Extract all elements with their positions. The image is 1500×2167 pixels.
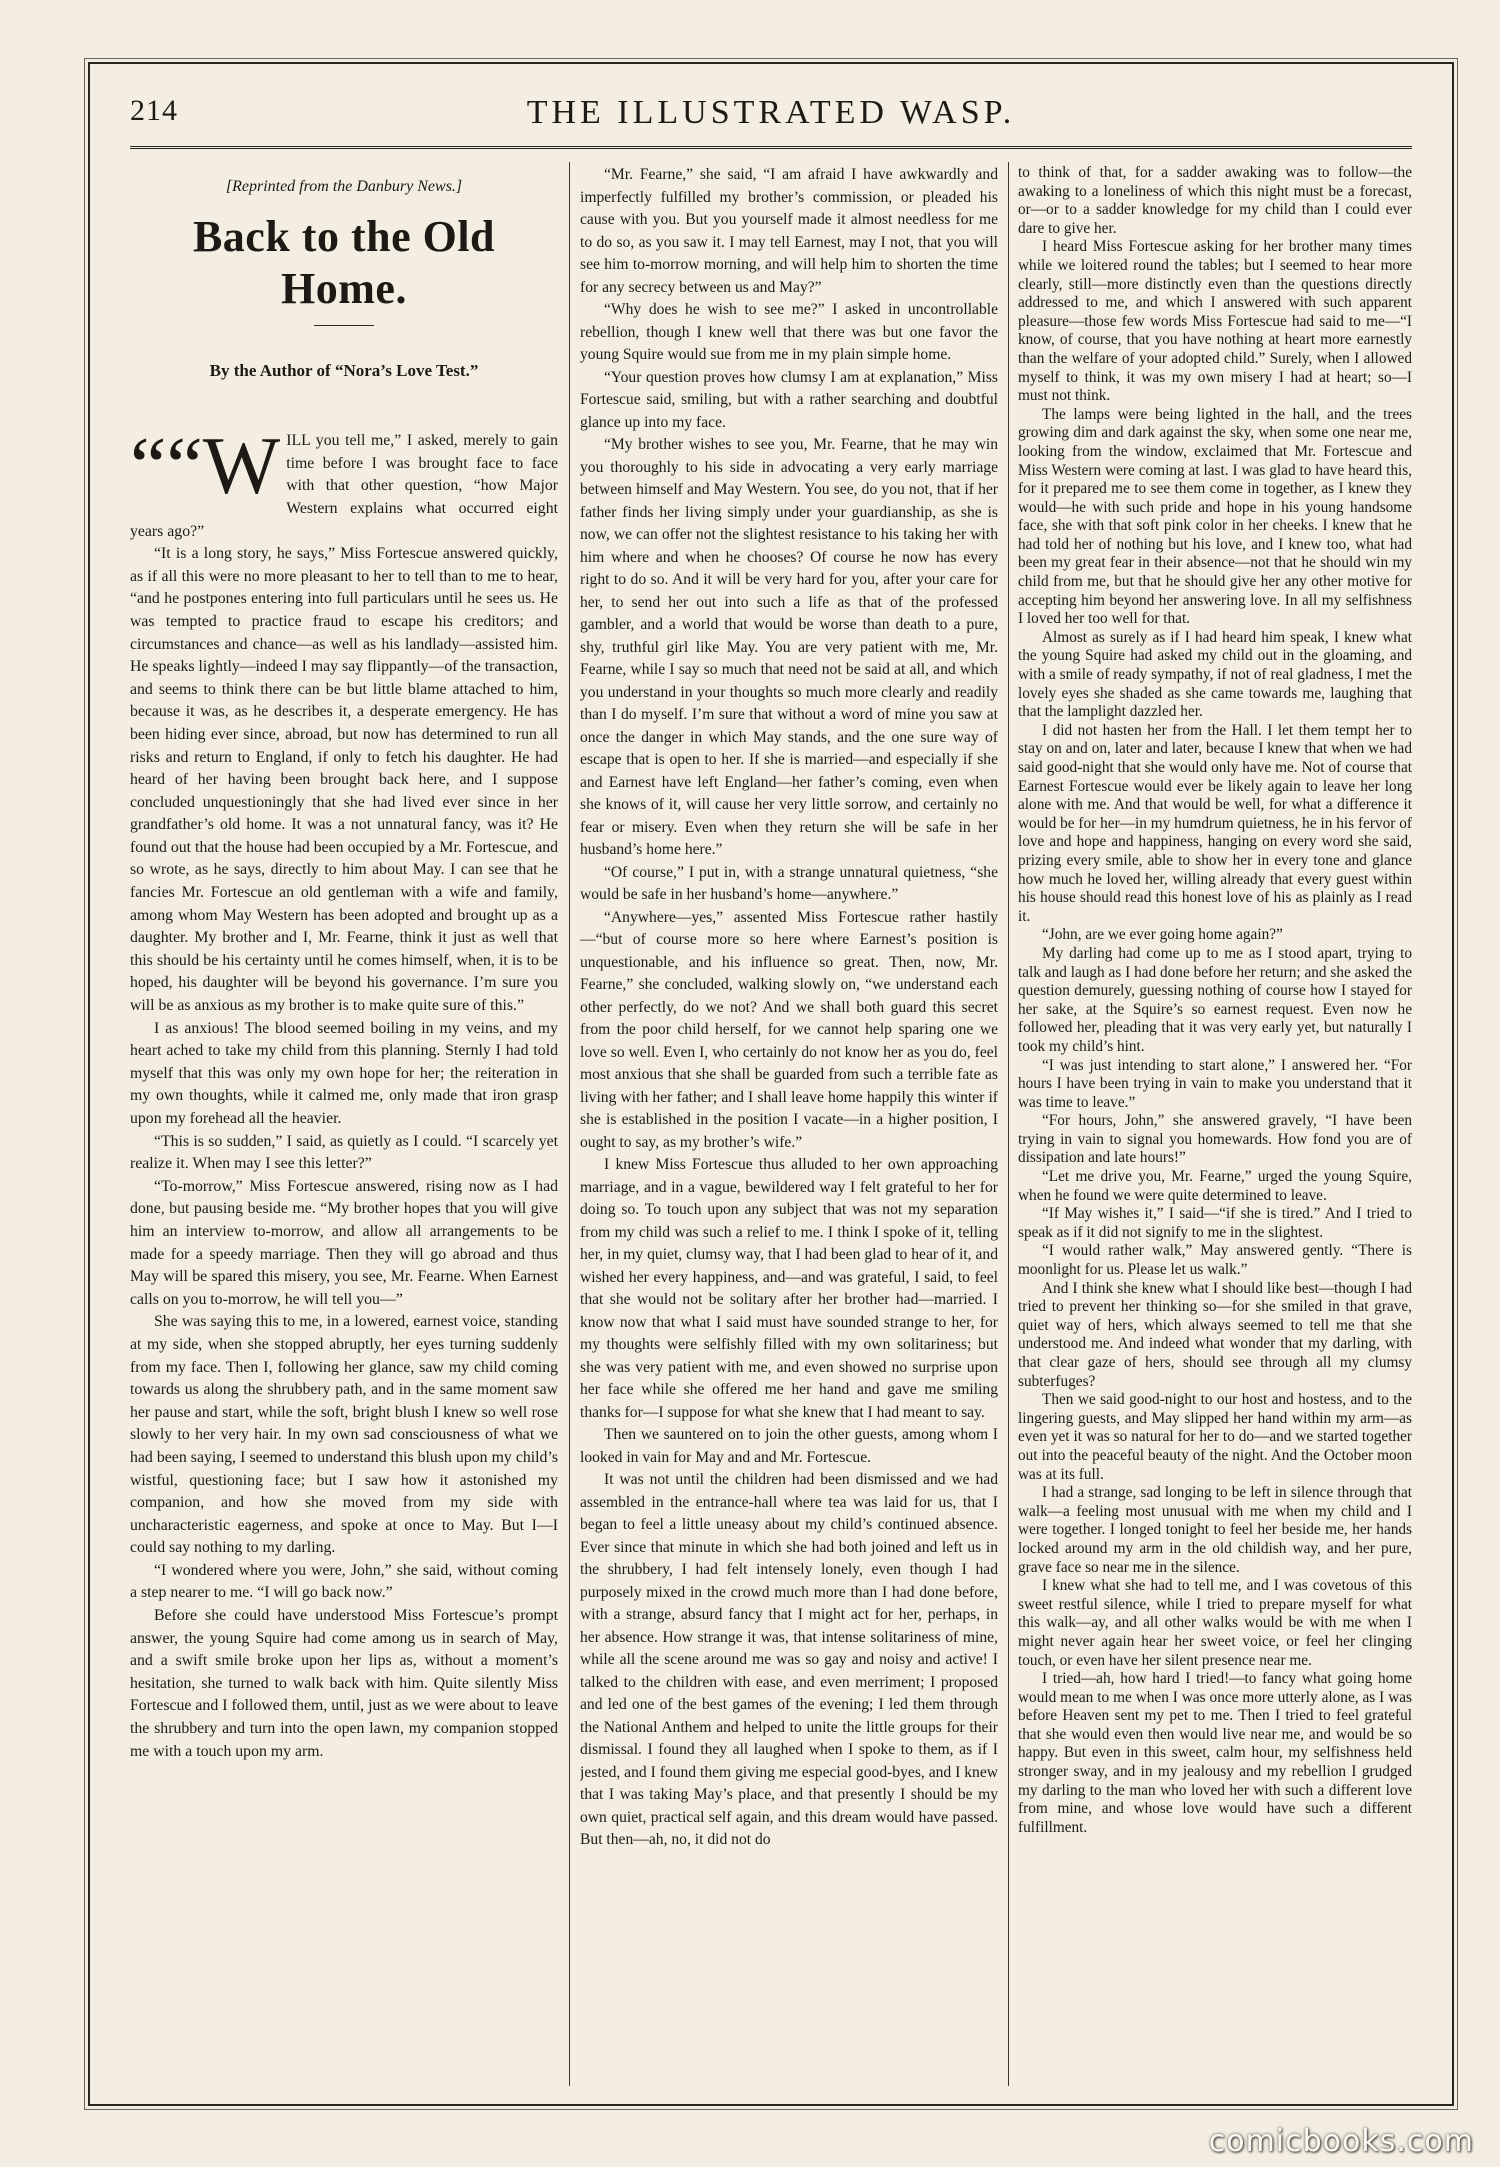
paragraph: Then we sauntered on to join the other guests, among whom I looked in vain for May and and Mr. Fortescue. (580, 1426, 998, 1466)
paragraph: Almost as surely as if I had heard him speak, I knew what the young Squire had asked my child out in the gloaming, and with a smile of ready sympathy, if not of real gladness, I met the lovely eyes she shaded as she came towards me, laughing that that the lamplight dazzled her. (1018, 628, 1412, 721)
column-divider (1008, 162, 1009, 2086)
paragraph: “I was just intending to start alone,” I answered her. “For hours I have been trying in vain to make you understand that it was time to leave.” (1018, 1056, 1412, 1111)
journal-title: THE ILLUSTRATED WASP. (526, 94, 1016, 131)
paragraph: to think of that, for a sadder awaking was to follow—the awaking to a loneliness of which this night must be a forecast, or—or to a sadder knowledge for my child than I could ever dare to give her. (1018, 164, 1412, 237)
paragraph: “Let me drive you, Mr. Fearne,” urged the young Squire, when he found we were quite determined to leave. (1018, 1168, 1412, 1204)
paragraph: The lamps were being lighted in the hall, and the trees growing dim and dark against the sky, when some one near me, looking from the window, exclaimed that Mr. Fortescue and Miss Western were coming at last. I was glad to have heard this, for it prepared me to see them come in together, as I knew they would—he with such pride and hope in his young handsome face, she with that soft pink color in her cheeks. I knew that he had told her of nothing but his love, and I knew too, what had been my great fear in their absence—not that he should win my child from me, but that he should give her any other motive for accepting him beyond her answering love. In all my selfishness I loved her too well for that. (1018, 405, 1412, 628)
paragraph-text: ILL you tell me,” I asked, merely to gain time before I was brought face to face with that other question, “how Major Western explains what occurred eight years ago?” (130, 432, 558, 540)
paragraph: I as anxious! The blood seemed boiling in my veins, and my heart ached to take my child from this planning. Sternly I had told myself that this was only my own hope for her; the reiteration in my own thoughts, while it calmed me, only made that iron grasp upon my forehead all the heavier. (130, 1019, 558, 1127)
byline: By the Author of “Nora’s Love Test.” (209, 360, 479, 380)
paragraph: It was not until the children had been dismissed and we had assembled in the entrance-hall where tea was laid for us, that I began to feel a little uneasy about my child’s continued absence. Ever since that minute in which she had both joined and left us in the shrubbery, I had felt intensely lonely, even though I had purposely mixed in the crowd much more than I had done before, with a strange, absurd fancy that I might act for her, perhaps, in her absence. How strange it was, that intense solitariness of mine, while all the scene around me was so gay and noisy and active! I talked to the children with ease, and even merriment; I proposed and led one of the best games of the evening; I led them through the National Anthem and helped to unite the little groups for their dismissal. I found they all laughed when I spoke to them, as if I jested, and I found them giving me especial good-byes, and I knew that I was taking May’s place, and that presently I should be my own quiet, practical self again, and this dream would have passed. But then—ah, no, it did not do (580, 1471, 998, 1848)
paragraph: I heard Miss Fortescue asking for her brother many times while we loitered round the tables; but I seemed to hear more clearly, still—more distinctly even than the questions directly addressed to me, and which I answered with such apparent pleasure—those few words Miss Fortescue had said to me—“I know, of course, that you have nothing at heart more earnestly than the welfare of your adopted child.” Surely, when I allowed myself to think, it was my own misery I had at heart; so—I must not think. (1018, 238, 1412, 405)
paragraph: Before she could have understood Miss Fortescue’s prompt answer, the young Squire had come among us in search of May, and a swift smile broke upon her lips as, without a moment’s hesitation, she turned to walk back with him. Quite silently Miss Fortescue and I followed them, until, just as we were about to leave the shrubbery and turn into the open lawn, my companion stopped me with a touch upon my arm. (130, 1607, 558, 1760)
paragraph: “This is so sudden,” I said, as quietly as I could. “I scarcely yet realize it. When may I see this letter?” (130, 1132, 558, 1173)
paragraph: “Mr. Fearne,” she said, “I am afraid I have awkwardly and imperfectly fulfilled my brother’s commission, or pleaded his cause with you. But you yourself made it almost needless for me to do so, as you saw it. I may tell Earnest, may I not, that you will see him to-morrow morning, and will help him to shorten the time for any secrecy between us and May?” (580, 166, 998, 296)
paragraph: “I would rather walk,” May answered gently. “There is moonlight for us. Please let us walk.” (1018, 1242, 1412, 1279)
paragraph: Then we said good-night to our host and hostess, and to the lingering guests, and May slipped her hand within my arm—as even yet it was so natural for her to do—and we started together out into the peaceful beauty of the night. And the October moon was at its full. (1018, 1391, 1412, 1483)
paragraph: I knew Miss Fortescue thus alluded to her own approaching marriage, and in a vague, bewildered way I felt grateful to her for doing so. To touch upon any subject that was not my separation from my child was such a relief to me. I think I spoke of it, telling her, in my quiet, clumsy way, that I had been glad to hear of it, and wished her every happiness, and—and was grateful, I said, to feel that she would not be solitary after her brother had—married. I know now that what I said must have sounded strange to her, for my thoughts were selfishly filled with my own solitariness; but she was very patient with me, and even showed no surprise upon her face while she offered me her hand and gave me smiling thanks for—I suppose for what she knew that I had meant to say. (580, 1156, 998, 1421)
article-column-2 (580, 164, 998, 2082)
paragraph: “It is a long story, he says,” Miss Fortescue answered quickly, as if all this were no more pleasant to her to tell than to me to hear, “and he postpones entering into full particulars until he sees us. He was tempted to practice fraud to escape his creditors; and circumstances and chance—as well as his landlady—assisted him. He speaks lightly—indeed I may say flippantly—of the transaction, and seems to think there can be but little blame attached to him, because it was, as he describes it, a desperate emergency. He has been hiding ever since, abroad, but now has determined to run all risks and return to England, if only to fetch his daughter. He had heard of her having been brought back here, and I suppose concluded unquestioningly that she had lived ever since in her grandfather’s old home. It was a not unnatural fancy, was it? He found out that the house had been occupied by a Mr. Fortescue, and so wrote, as he says, directly to him about May. I can see that he fancies Mr. Fortescue an old gentleman with a wife and family, among whom May Western has been adopted and brought up as a daughter. My brother and I, Mr. Fearne, think it just as well that this should be his certainty until he comes himself, when, it is to be hoped, his daughter will be beyond his governance. I’m sure you will be as anxious as my brother is to make quite sure of this.” (130, 545, 558, 1015)
paragraph: “To-morrow,” Miss Fortescue answered, rising now as I had done, but pausing beside me. “My brother hopes that you will give him an interview to-morrow, and allow all arrangements to be made for a speedy marriage. Then they will go abroad and thus May will be spared this misery, you see, Mr. Fearne. When Earnest calls on you to-morrow, he will tell you—” (130, 1177, 558, 1308)
paragraph: My darling had come up to me as I stood apart, trying to talk and laugh as I had done before her return; and she asked the question demurely, guessing nothing of course how I stayed for her sake, at the Squire’s so earnest request. Even now he followed her, pleading that it was very early yet, but naturally I took my child’s hint. (1018, 944, 1412, 1055)
paragraph: I had a strange, sad longing to be left in silence through that walk—a feeling most unusual with me when my child and I were together. I longed tonight to feel her beside me, her hands locked around my arm in the old childish way, and her pure, grave face so near me in the silence. (1018, 1484, 1412, 1576)
page-number: 214 (130, 94, 178, 127)
paragraph: “John, are we ever going home again?” (1042, 926, 1283, 944)
paragraph: “Why does he wish to see me?” I asked in uncontrollable rebellion, though I knew well that there was but one favor the young Squire would sue from me in my plain simple home. (580, 301, 998, 363)
paragraph: I knew what she had to tell me, and I was covetous of this sweet restful silence, while I tried to prepare myself for what this walk—ay, and all other walks would be with me when I might never again hear her sweet voice, or feel her clinging touch, or even have her silent presence near me. (1018, 1577, 1412, 1669)
page-header (130, 86, 1412, 149)
article-column-3 (1018, 164, 1412, 2082)
story-title: Back to the Old Home. (192, 211, 496, 313)
column-divider (569, 162, 570, 2086)
article-column-1 (130, 164, 558, 2082)
page-frame (88, 62, 1454, 2106)
paragraph: “For hours, John,” she answered gravely, “I have been trying in vain to signal you homewards. How fond you are of dissipation and late hours!” (1018, 1112, 1412, 1167)
paragraph: “My brother wishes to see you, Mr. Fearne, that he may win you thoroughly to his side in advocating a very early marriage between himself and May Western. You see, do you not, that if her father finds her living simply under your guardianship, as she is now, we can offer not the slightest resistance to his taking her with him where and when he chooses? Of course he now has every right to do so. And it will be very hard for you, after your care for her, to send her out into such a life as that of the professed gambler, and a world that would be worse than death to a pure, shy, truthful girl like May. You are very patient with me, Mr. Fearne, while I say so much that need not be said at all, and which you understand in your thoughts so much more clearly and readily than I do myself. I’m sure that without a word of mine you saw at once the danger in which May stands, and the one sure way of escape that is open to her. If she is married—and especially if she and Earnest have left England—her father’s coming, even when she knows of it, will cause her very little sorrow, and certainly no fear or misery. Even when they return she will be safe in her husband’s home here.” (580, 436, 998, 858)
paragraph: “Of course,” I put in, with a strange unnatural quietness, “she would be safe in her husband’s home—anywhere.” (580, 863, 998, 903)
paragraph: “Anywhere—yes,” assented Miss Fortescue rather hastily—“but of course more so here where Earnest’s position is unquestionable, and his influence so great. Then, now, Mr. Fearne,” she concluded, walking slowly on, “we understand each other perfectly, do we not? And we shall both guard this secret from the poor child herself, for we cannot help sparing one we love so well. Even I, who certainly do not know her as you do, feel most anxious that she shall be guarded from such a terrible fate as living with her father; and I shall leave home happily this winter if she is established in the position I vacate—in a higher position, I ought to say, as my brother’s wife.” (580, 908, 998, 1151)
paragraph: I did not hasten her from the Hall. I let them tempt her to stay on and on, later and later, because I knew that when we had said good-night that she would only have me. Not of course that Earnest Fortescue would ever be likely again to leave her long alone with me. And that would be well, for what a difference it would be for her—in my humdrum quietness, he in his fervor of love and hope and happiness, hanging on every word she said, prizing every smile, able to show her in every tone and glance how much he loved her, willing already that every guest within his house should read this honest love of his as plainly as I read it. (1018, 721, 1412, 925)
paragraph: “I wondered where you were, John,” she said, without coming a step nearer to me. “I will go back now.” (130, 1561, 558, 1602)
title-rule (314, 325, 374, 326)
paragraph: “If May wishes it,” I said—“if she is tired.” And I tried to speak as if it did not signify to me in the slightest. (1018, 1205, 1412, 1241)
reprint-note: [Reprinted from the Danbury News.] (225, 178, 463, 195)
paragraph: I tried—ah, how hard I tried!—to fancy what going home would mean to me when I was once more utterly alone, as I was before Heaven sent my pet to me. Then I tried to feel grateful that she would even then would live near me, and would be so happy. But even in this sweet, calm hour, my selfishness held stronger sway, and in my jealousy and my rebellion I grudged my darling to the man who loved her with such a different love from mine, and whose love would have such a different fulfillment. (1018, 1670, 1412, 1836)
paragraph: “Your question proves how clumsy I am at explanation,” Miss Fortescue said, smiling, but with a rather searching and doubtful glance up into my face. (580, 368, 998, 431)
drop-cap: ““W (130, 420, 281, 512)
opening-paragraph (130, 420, 558, 543)
paragraph: She was saying this to me, in a lowered, earnest voice, standing at my side, when she stopped abruptly, her eyes turning suddenly from my face. Then I, following her glance, saw my child coming towards us along the shrubbery path, and in the same moment saw her pause and start, while the soft, bright blush I knew so well rose slowly to her very hair. In my own sad consciousness of what we had been saying, I seemed to understand this blush upon my child’s wistful, questioning face; but I saw how it astonished my companion, and how she moved from my side with uncharacteristic eagerness, and spoke at once to May. But I—I could say nothing to my darling. (130, 1313, 558, 1557)
watermark: comicbooks.com (1208, 2124, 1474, 2159)
paragraph: And I think she knew what I should like best—though I had tried to prevent her thinking so—for she smiled in that grave, quiet way of hers, which always seemed to tell me that she understood me. And indeed what wonder that my darling, with that clear gaze of hers, should see through all my clumsy subterfuges? (1018, 1279, 1412, 1390)
